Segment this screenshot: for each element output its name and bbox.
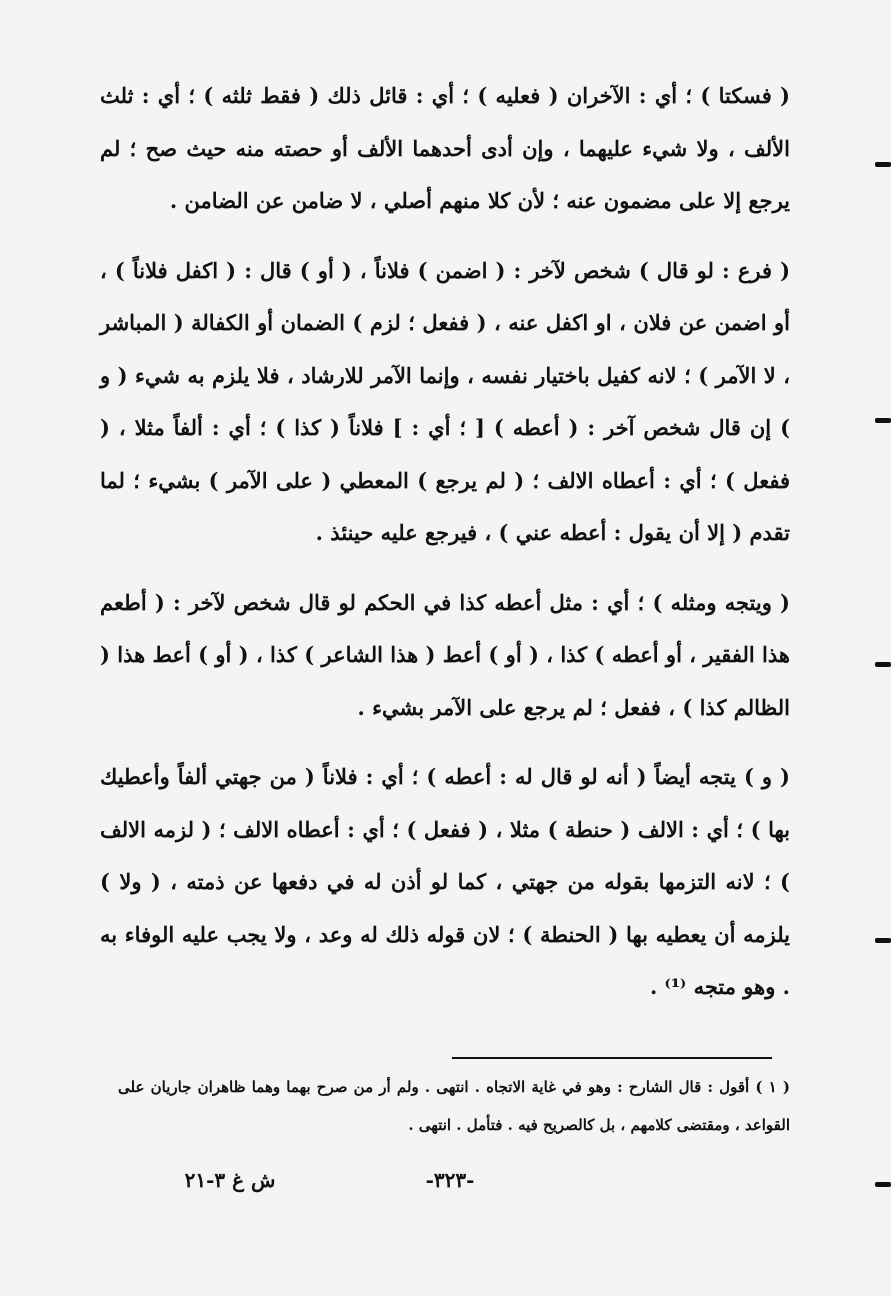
- paragraph-2: ( فرع : لو قال ) شخص لآخر : ( اضمن ) فلاناً ، ( أو ) قال : ( اكفل فلاناً ) ، أو اضمن عن فلان ، او اكفل عنه ، ( ففعل ؛ لزم ) الضمان أو الكفالة ( المباشر ، لا الآمر ) ؛ لانه كفيل باختيار نفسه ، وإنما الآمر للارشاد ، فلا يلزم به شيء ( و ) إن قال شخص آخر : ( أعطه ) [ ؛ أي : ] فلاناً ( كذا ) ؛ أي : ألفاً مثلا ، ( ففعل ) ؛ أي : أعطاه الالف ؛ ( لم يرجع ) المعطي ( على الآمر ) بشيء ؛ لما تقدم ( إلا أن يقول : أعطه عني ) ، فيرجع عليه حينئذ .: [100, 257, 790, 545]
- page-number: -٣٢٣-: [425, 1168, 475, 1192]
- main-text: [100, 70, 790, 1014]
- paragraph-4: ( و ) يتجه أيضاً ( أنه لو قال له : أعطه ) ؛ أي : فلاناً ( من جهتي ألفاً وأعطيك بها ) ؛ أي : الالف ( حنطة ) مثلا ، ( ففعل ) ؛ أي : أعطاه الالف ؛ ( لزمه الالف ) ؛ لانه التزمها بقوله من جهتي ، كما لو أذن له في دفعها عن ذمته ، ( ولا ) يلزمه أن يعطيه بها ( الحنطة ) ؛ لان قوله ذلك له وعد ، ولا يجب عليه الوفاء به . وهو متجه ⁽¹⁾ .: [100, 764, 790, 999]
- paragraph-1: ( فسكتا ) ؛ أي : الآخران ( فعليه ) ؛ أي : قائل ذلك ( فقط ثلثه ) ؛ أي : ثلث الألف ، ولا شيء عليهما ، وإن أدى أحدهما الألف أو حصته منه حيث صح ؛ لم يرجع إلا على مضمون عنه ؛ لأن كلا منهم أصلي ، لا ضامن عن الضامن .: [100, 83, 790, 213]
- margin-binding-mark: [875, 938, 891, 943]
- signature-mark: ش غ ٣-٢١: [184, 1168, 276, 1192]
- paragraph-3: ( ويتجه ومثله ) ؛ أي : مثل أعطه كذا في الحكم لو قال شخص لآخر : ( أطعم هذا الفقير ، أو أعطه ) كذا ، ( أو ) أعط ( هذا الشاعر ) كذا ، ( أو ) أعط هذا ( الظالم كذا ) ، ففعل ؛ لم يرجع على الآمر بشيء .: [100, 589, 790, 720]
- margin-binding-mark: [875, 162, 891, 167]
- footnote-divider: [452, 1057, 772, 1059]
- margin-binding-mark: [875, 418, 891, 423]
- margin-binding-mark: [875, 1182, 891, 1187]
- margin-binding-mark: [875, 662, 891, 667]
- footnote: ( ١ ) أقول : قال الشارح : وهو في غاية الاتجاه . انتهى . ولم أر من صرح بهما وهما ظاهران جاريان على القواعد ، ومقتضى كلامهم ، بل كالصريح فيه . فتأمل . انتهى .: [118, 1078, 790, 1134]
